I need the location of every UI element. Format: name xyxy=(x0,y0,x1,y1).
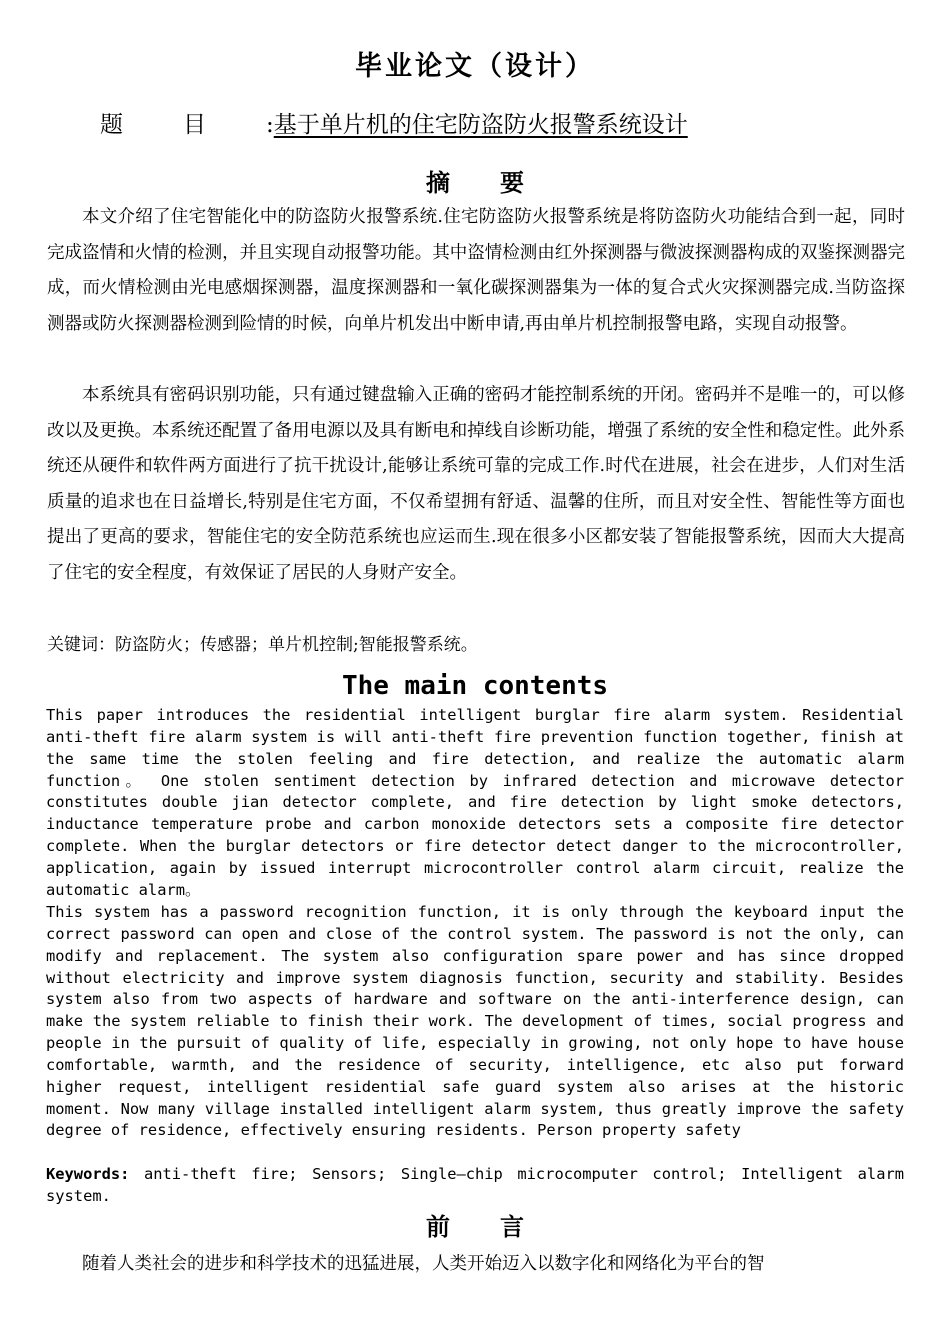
abstract-en-keywords-text: anti-theft fire; Sensors; Single—chip microcomputer control; Intelligent alarm system. xyxy=(46,1165,904,1205)
abstract-en-paragraph-1: This paper introduces the residential intelligent burglar fire alarm system. Residential anti-theft fire alarm system is will anti-theft fire prevention function together, finish at the same time the stolen feeling and fire detection, and realize the automatic alarm function。 One stolen sentiment detection by infrared detection and microwave detector constitutes double jian detector complete, and fire detection by light smoke detectors, inductance temperature probe and carbon monoxide detectors sets a composite fire detector complete. When the burglar detectors or fire detector detect danger to the microcontroller, application, again by issued interrupt microcontroller control alarm circuit, realize the automatic alarm。 xyxy=(46,706,904,899)
abstract-cn-heading: 摘要 xyxy=(426,168,574,197)
abstract-en-keywords xyxy=(46,1164,904,1208)
abstract-cn-paragraph-1: 本文介绍了住宅智能化中的防盗防火报警系统.住宅防盗防火报警系统是将防盗防火功能结合到一起，同时完成盗情和火情的检测，并且实现自动报警功能。其中盗情检测由红外探测器与微波探测器构成的双鉴探测器完成，而火情检测由光电感烟探测器，温度探测器和一氧化碳探测器集为一体的复合式火灾探测器完成.当防盗探测器或防火探测器检测到险情的时候，向单片机发出中断申请,再由单片机控制报警电路，实现自动报警。 xyxy=(47,207,905,334)
topic-label: 题目 xyxy=(100,112,266,138)
abstract-cn-paragraph-2: 本系统具有密码识别功能，只有通过键盘输入正确的密码才能控制系统的开闭。密码并不是唯一的，可以修改以及更换。本系统还配置了备用电源以及具有断电和掉线自诊断功能，增强了系统的安全性和稳定性。此外系统还从硬件和软件两方面进行了抗干扰设计,能够让系统可靠的完成工作.时代在进展，社会在进步，人们对生活质量的追求也在日益增长,特别是住宅方面，不仅希望拥有舒适、温馨的住所，而且对安全性、智能性等方面也提出了更高的要求，智能住宅的安全防范系统也应运而生.现在很多小区都安装了智能报警系统，因而大大提高了住宅的安全程度，有效保证了居民的人身财产安全。 xyxy=(47,385,905,583)
abstract-en-paragraph-2: This system has a password recognition function, it is only through the keyboard input the correct password can open and close of the control system. The password is not the only, can modify and replacement. The system also configuration spare power and has since dropped without electricity and improve system diagnosis function, security and stability. Besides system also from two aspects of hardware and software on the anti-interference design, can make the system reliable to finish their work. The development of times, social progress and people in the pursuit of quality of life, especially in growing, not only hope to have house comfortable, warmth, and the residence of security, intelligence, etc also put forward higher request, intelligent residential safe guard system also arises at the historic moment. Now many village installed intelligent alarm system, thus greatly improve the safety degree of residence, effectively ensuring residents. Person property safety xyxy=(46,903,904,1140)
abstract-en-heading: The main contents xyxy=(341,671,609,701)
topic-text: 基于单片机的住宅防盗防火报警系统设计 xyxy=(273,112,688,138)
topic-row xyxy=(100,106,900,139)
preface-paragraph-1: 随着人类社会的进步和科学技术的迅猛进展，人类开始迈入以数字化和网络化为平台的智 xyxy=(82,1254,765,1274)
preface-heading: 前言 xyxy=(426,1212,574,1241)
thesis-title: 毕业论文（设计） xyxy=(355,51,595,82)
topic-colon: : xyxy=(266,112,274,138)
abstract-en-keywords-label: Keywords: xyxy=(46,1165,130,1183)
abstract-cn-keywords: 关键词：防盗防火；传感器；单片机控制;智能报警系统。 xyxy=(47,635,478,655)
